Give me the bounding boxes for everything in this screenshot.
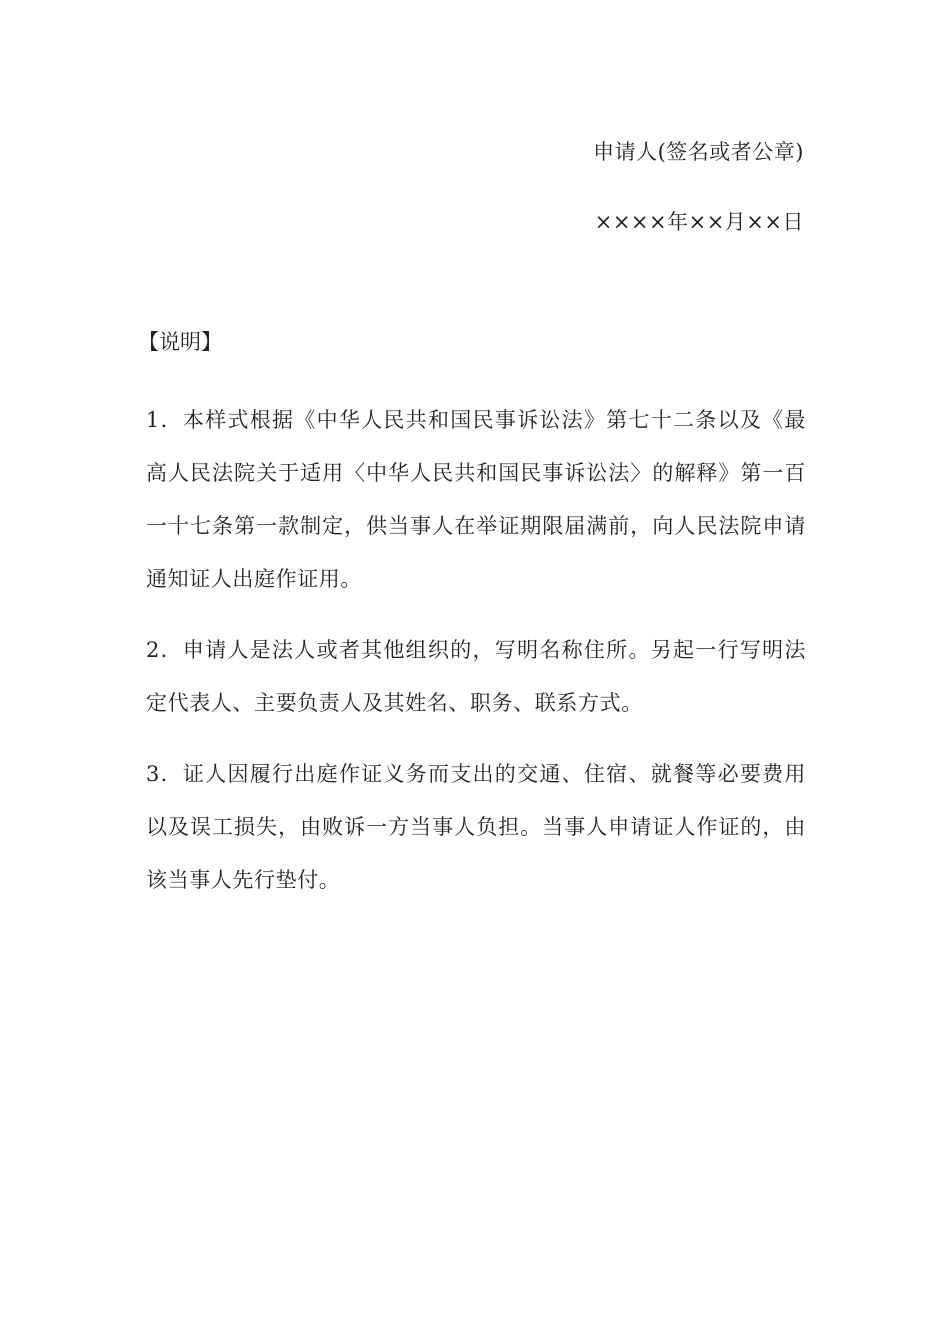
notes-title: 【说明】 <box>138 330 222 354</box>
notes-section <box>138 328 806 925</box>
note-item-1: 1．本样式根据《中华人民共和国民事诉讼法》第七十二条以及《最高人民法院关于适用〈中华人民共和国民事诉讼法〉的解释》第一百一十七条第一款制定，供当事人在举证期限届满前，向人民法院申请通知证人出庭作证用。 <box>146 408 806 591</box>
note-item-3: 3．证人因履行出庭作证义务而支出的交通、住宿、就餐等必要费用以及误工损失，由败诉一方当事人负担。当事人申请证人作证的，由该当事人先行垫付。 <box>146 762 806 892</box>
applicant-signature-label: 申请人(签名或者公章) <box>593 140 804 164</box>
date-line: ××××年××月××日 <box>594 210 804 234</box>
note-item-2: 2．申请人是法人或者其他组织的，写明名称住所。另起一行写明法定代表人、主要负责人及其姓名、职务、联系方式。 <box>146 638 806 715</box>
